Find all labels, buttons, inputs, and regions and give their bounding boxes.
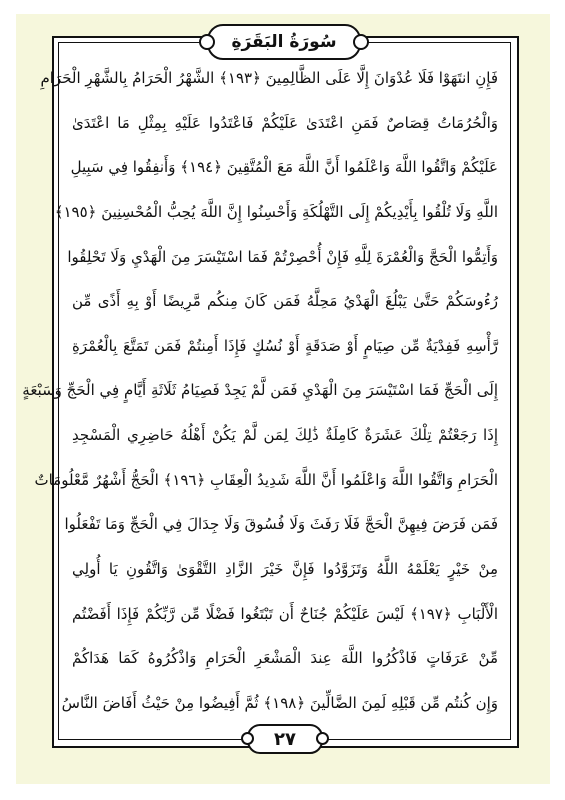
text-line: وَالْحُرُمَاتُ قِصَاصٌ فَمَنِ اعْتَدَىٰ عَلَيْكُمْ فَاعْتَدُوا عَلَيْهِ بِمِثْلِ مَا اعْتَدَىٰ (72, 113, 498, 132)
text-line: رُءُوسَكُمْ حَتَّىٰ يَبْلُغَ الْهَدْيُ مَحِلَّهُ فَمَن كَانَ مِنكُم مَّرِيضًا أَوْ بِهِ أَذًى مِّن (72, 292, 498, 311)
page-number-cartouche (247, 724, 323, 754)
text-line: إِلَى الْحَجِّ فَمَا اسْتَيْسَرَ مِنَ الْهَدْيِ فَمَن لَّمْ يَجِدْ فَصِيَامُ ثَلَاثَةِ أَيَّامٍ فِي الْحَجِّ وَسَبْعَةٍ (22, 381, 498, 400)
text-line: فَإِنِ انتَهَوْا فَلَا عُدْوَانَ إِلَّا عَلَى الظَّالِمِينَ ﴿١٩٣﴾ الشَّهْرُ الْحَرَامُ بِالشَّهْرِ الْحَرَامِ (40, 69, 498, 87)
text-line: مِّنْ عَرَفَاتٍ فَاذْكُرُوا اللَّهَ عِندَ الْمَشْعَرِ الْحَرَامِ وَاذْكُرُوهُ كَمَا هَدَاكُمْ (72, 649, 498, 668)
text-line: وَأَتِمُّوا الْحَجَّ وَالْعُمْرَةَ لِلَّهِ فَإِنْ أُحْصِرْتُمْ فَمَا اسْتَيْسَرَ مِنَ الْهَدْيِ وَلَا تَحْلِقُوا (67, 247, 498, 266)
text-line: الْأَلْبَابِ ﴿١٩٧﴾ لَيْسَ عَلَيْكُمْ جُنَاحٌ أَن تَبْتَغُوا فَضْلًا مِّن رَّبِّكُمْ فَإِذَا أَفَضْتُم (72, 604, 498, 623)
text-line: عَلَيْكُمْ وَاتَّقُوا اللَّهَ وَاعْلَمُوا أَنَّ اللَّهَ مَعَ الْمُتَّقِينَ ﴿١٩٤﴾ وَأَنفِقُوا فِي سَبِيلِ (70, 158, 498, 177)
text-line: فَمَن فَرَضَ فِيهِنَّ الْحَجَّ فَلَا رَفَثَ وَلَا فُسُوقَ وَلَا جِدَالَ فِي الْحَجِّ وَمَا تَفْعَلُوا (64, 515, 498, 534)
page-number: ٢٧ (274, 728, 296, 750)
text-line: وَإِن كُنتُم مِّن قَبْلِهِ لَمِنَ الضَّالِّينَ ﴿١٩٨﴾ ثُمَّ أَفِيضُوا مِنْ حَيْثُ أَفَاضَ النَّاسُ (61, 693, 498, 712)
text-line: مِنْ خَيْرٍ يَعْلَمْهُ اللَّهُ وَتَزَوَّدُوا فَإِنَّ خَيْرَ الزَّادِ التَّقْوَىٰ وَاتَّقُونِ يَا أُولِي (72, 560, 498, 579)
quran-text-block (22, 66, 498, 718)
surah-header (207, 24, 361, 60)
text-line: إِذَا رَجَعْتُمْ تِلْكَ عَشَرَةٌ كَامِلَةٌ ذَٰلِكَ لِمَن لَّمْ يَكُنْ أَهْلُهُ حَاضِرِي الْمَسْجِدِ (72, 426, 498, 445)
text-line: رَّأْسِهِ فَفِدْيَةٌ مِّن صِيَامٍ أَوْ صَدَقَةٍ أَوْ نُسُكٍ فَإِذَا أَمِنتُمْ فَمَن تَمَتَّعَ بِالْعُمْرَةِ (72, 336, 498, 355)
surah-title: سُورَةُ البَقَرَةِ (231, 32, 337, 52)
text-line: اللَّهِ وَلَا تُلْقُوا بِأَيْدِيكُمْ إِلَى التَّهْلُكَةِ وَأَحْسِنُوا إِنَّ اللَّهَ يُحِبُّ الْمُحْسِنِينَ ﴿١٩٥﴾ (54, 202, 498, 221)
text-line: الْحَرَامِ وَاتَّقُوا اللَّهَ وَاعْلَمُوا أَنَّ اللَّهَ شَدِيدُ الْعِقَابِ ﴿١٩٦﴾ الْحَجُّ أَشْهُرٌ مَّعْلُومَاتٌ (34, 470, 498, 489)
